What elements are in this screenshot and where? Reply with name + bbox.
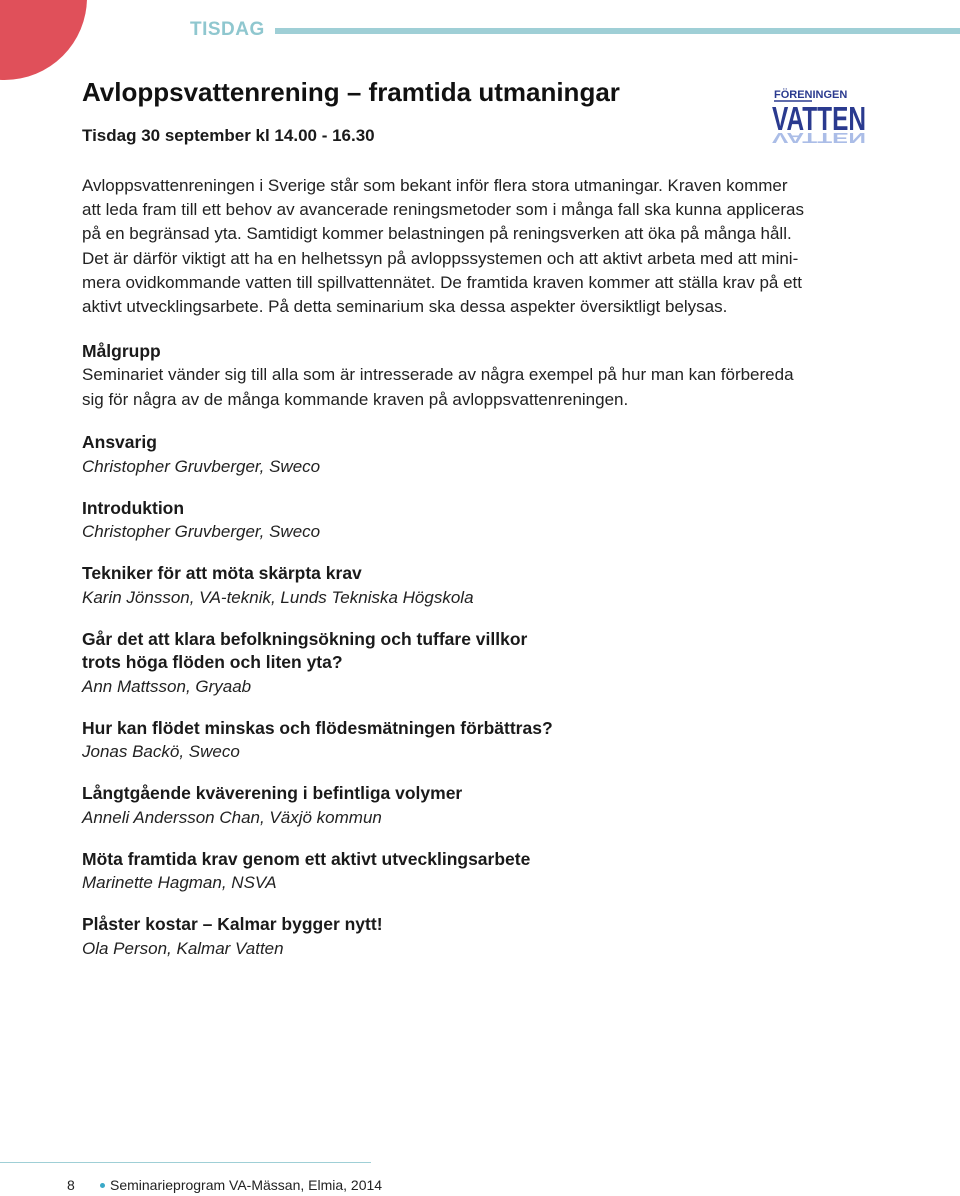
- logo-reflection-text: VATTEN: [772, 129, 866, 146]
- program-item: [82, 562, 882, 609]
- program-item-speaker: Karin Jönsson, VA-teknik, Lunds Tekniska Högskola: [82, 587, 474, 607]
- footer-text: Seminarieprogram VA-Mässan, Elmia, 2014: [110, 1177, 383, 1193]
- target-group-line: sig för några av de många kommande kraven på avloppsvattenreningen.: [82, 389, 629, 409]
- program-item-title: Möta framtida krav genom ett aktivt utvecklingsarbete: [82, 848, 531, 869]
- program-item-title: Hur kan flödet minskas och flödesmätningen förbättras?: [82, 717, 553, 738]
- program-item-speaker: Jonas Backö, Sweco: [82, 742, 240, 762]
- program-item-title: Går det att klara befolkningsökning och tuffare villkor: [82, 628, 528, 649]
- program-item-title: trots höga flöden och liten yta?: [82, 652, 343, 673]
- program-item: [82, 497, 882, 544]
- program-item: [82, 628, 882, 698]
- page-title: Avloppsvattenrening – framtida utmaningar: [82, 77, 620, 107]
- program-item: [82, 782, 882, 829]
- header-rule: [275, 28, 960, 34]
- intro-line: på en begränsad yta. Samtidigt kommer belastningen på reningsverken att öka på många håll.: [82, 224, 792, 244]
- event-date: Tisdag 30 september kl 14.00 - 16.30: [82, 126, 375, 145]
- program-item-speaker: Christopher Gruvberger, Sweco: [82, 456, 321, 476]
- program-item-speaker: Ola Person, Kalmar Vatten: [82, 938, 284, 958]
- page-number: 8: [67, 1177, 75, 1193]
- target-group-line: Seminariet vänder sig till alla som är intresserade av några exempel på hur man kan förbereda: [82, 365, 794, 385]
- program-item-title: Långtgående kväverening i befintliga volymer: [82, 783, 463, 804]
- main-content: [82, 75, 882, 979]
- footer-rule: [0, 1162, 371, 1163]
- program-item-title: Introduktion: [82, 497, 185, 518]
- program-item: [82, 717, 882, 764]
- program-item-speaker: Anneli Andersson Chan, Växjö kommun: [82, 807, 382, 827]
- intro-line: Avloppsvattenreningen i Sverige står som bekant inför flera stora utmaningar. Kraven kommer: [82, 176, 788, 195]
- target-group-text: [82, 363, 877, 412]
- footer-bullet-icon: [100, 1183, 105, 1188]
- intro-line: att leda fram till ett behov av avancerade reningsmetoder som i många fall ska kunna appliceras: [82, 200, 804, 220]
- intro-line: Det är därför viktigt att ha en helhetssyn på avloppssystemen och att aktivt arbeta med att mini-: [82, 248, 799, 268]
- corner-decoration: [0, 0, 87, 80]
- program-list: [82, 431, 882, 960]
- target-group-heading: Målgrupp: [82, 341, 161, 362]
- program-item: [82, 848, 882, 895]
- day-label: TISDAG: [190, 19, 265, 40]
- intro-line: mera ovidkommande vatten till spillvattennätet. De framtida kraven kommer att ställa krav på ett: [82, 272, 802, 292]
- program-item-title: Ansvarig: [82, 432, 157, 453]
- target-group-section: [82, 340, 882, 412]
- program-item-speaker: Marinette Hagman, NSVA: [82, 873, 277, 893]
- program-item-speaker: Ann Mattsson, Gryaab: [82, 676, 252, 696]
- program-item-title: Plåster kostar – Kalmar bygger nytt!: [82, 914, 383, 935]
- program-item: [82, 431, 882, 478]
- intro-line: aktivt utvecklingsarbete. På detta seminarium ska dessa aspekter översiktligt belysas.: [82, 297, 728, 317]
- program-item: [82, 913, 882, 960]
- logo-main-text: VATTEN: [772, 100, 866, 137]
- intro-paragraph: [82, 174, 877, 319]
- program-item-title: Tekniker för att möta skärpta krav: [82, 563, 362, 584]
- logo-small-text: FÖRENINGEN: [774, 89, 848, 101]
- program-item-speaker: Christopher Gruvberger, Sweco: [82, 522, 321, 542]
